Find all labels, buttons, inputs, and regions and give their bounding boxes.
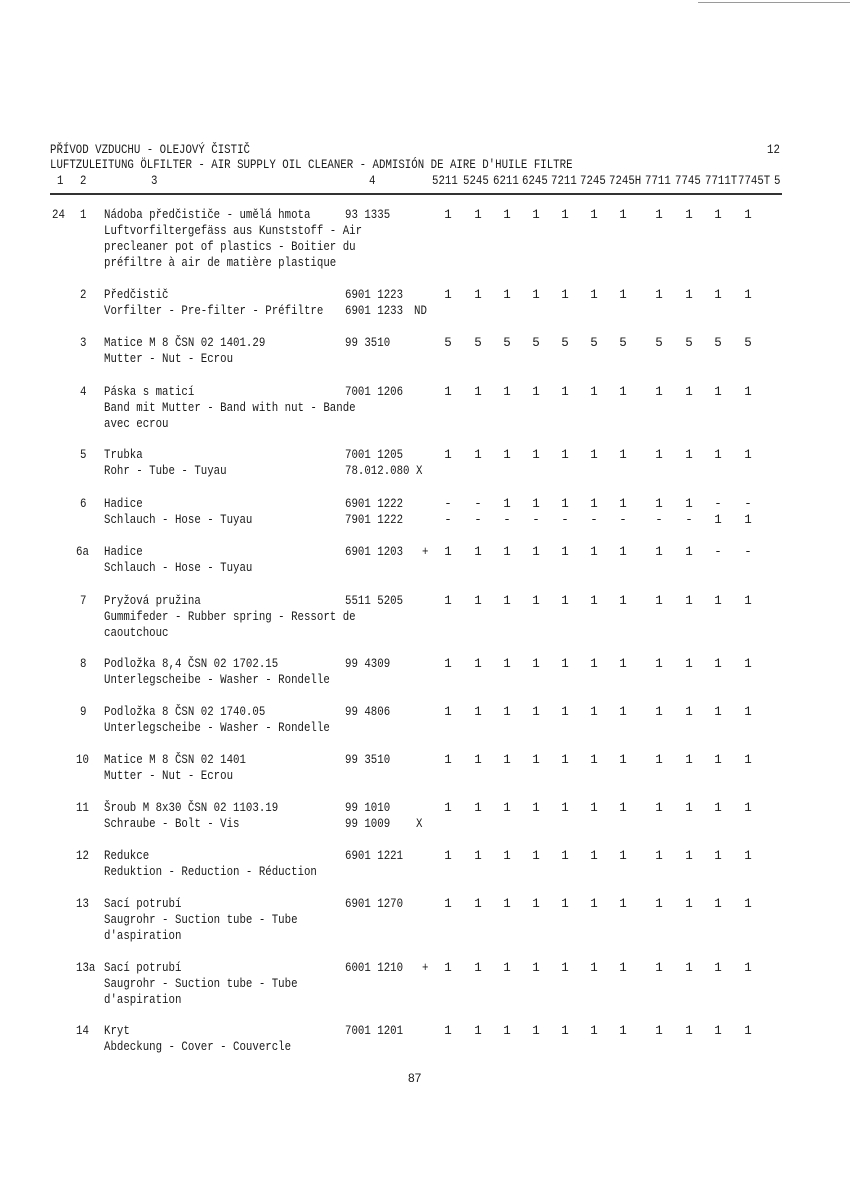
part-mark: + — [422, 545, 429, 559]
part-mark: X — [416, 464, 423, 478]
quantity-cell: 5 — [503, 336, 511, 350]
part-mark: ND — [414, 304, 427, 318]
group-number: 24 — [52, 208, 65, 222]
quantity-cell: 1 — [590, 385, 598, 399]
position-number: 10 — [76, 753, 89, 767]
part-number: 7901 1222 — [345, 513, 404, 527]
quantity-cell: 1 — [444, 801, 452, 815]
quantity-cell: - — [503, 513, 511, 527]
quantity-cell: 1 — [503, 801, 511, 815]
description-translation: Saugrohr - Suction tube - Tube — [104, 977, 298, 991]
quantity-cell: 5 — [685, 336, 693, 350]
quantity-cell: 1 — [744, 657, 752, 671]
quantity-cell: 1 — [714, 208, 722, 222]
position-number: 4 — [80, 385, 87, 399]
quantity-cell: 1 — [714, 1024, 722, 1038]
quantity-cell: 1 — [532, 801, 540, 815]
quantity-cell: 1 — [655, 208, 663, 222]
quantity-cell: 1 — [714, 513, 722, 527]
quantity-cell: 1 — [619, 961, 627, 975]
description-czech: Podložka 8 ČSN 02 1740.05 — [104, 705, 266, 719]
description-czech: Páska s maticí — [104, 385, 195, 399]
quantity-cell: 1 — [444, 753, 452, 767]
quantity-cell: 5 — [474, 336, 482, 350]
quantity-cell: - — [590, 513, 598, 527]
quantity-cell: 1 — [655, 705, 663, 719]
quantity-cell: 1 — [655, 1024, 663, 1038]
quantity-cell: 1 — [474, 208, 482, 222]
quantity-cell: 1 — [744, 705, 752, 719]
quantity-cell: 1 — [474, 1024, 482, 1038]
quantity-cell: 1 — [474, 801, 482, 815]
quantity-cell: 1 — [561, 849, 569, 863]
quantity-cell: 1 — [655, 545, 663, 559]
quantity-cell: 1 — [714, 801, 722, 815]
quantity-cell: 1 — [532, 961, 540, 975]
quantity-cell: 1 — [655, 849, 663, 863]
quantity-cell: 1 — [503, 208, 511, 222]
description-translation: Vorfilter - Pre-filter - Préfiltre — [104, 304, 324, 318]
quantity-cell: 1 — [685, 448, 693, 462]
quantity-cell: 1 — [561, 385, 569, 399]
quantity-cell: 1 — [532, 897, 540, 911]
col-header-model: 7745T — [738, 174, 771, 188]
quantity-cell: 1 — [744, 849, 752, 863]
quantity-cell: 1 — [532, 594, 540, 608]
quantity-cell: 1 — [444, 705, 452, 719]
quantity-cell: 1 — [590, 545, 598, 559]
quantity-cell: 1 — [619, 705, 627, 719]
quantity-cell: - — [444, 513, 452, 527]
col-header-2: 2 — [80, 174, 87, 188]
quantity-cell: 1 — [474, 594, 482, 608]
quantity-cell: 1 — [744, 897, 752, 911]
quantity-cell: 1 — [744, 753, 752, 767]
quantity-cell: 1 — [532, 753, 540, 767]
quantity-cell: - — [744, 497, 752, 511]
position-number: 3 — [80, 336, 87, 350]
quantity-cell: 1 — [744, 1024, 752, 1038]
quantity-cell: 1 — [532, 208, 540, 222]
quantity-cell: 1 — [655, 288, 663, 302]
part-number: 99 4806 — [345, 705, 391, 719]
quantity-cell: - — [685, 513, 693, 527]
position-number: 9 — [80, 705, 87, 719]
quantity-cell: 1 — [655, 448, 663, 462]
position-number: 5 — [80, 448, 87, 462]
quantity-cell: 1 — [532, 849, 540, 863]
quantity-cell: 1 — [619, 545, 627, 559]
quantity-cell: 1 — [444, 849, 452, 863]
quantity-cell: 1 — [561, 897, 569, 911]
quantity-cell: 1 — [503, 594, 511, 608]
quantity-cell: 1 — [444, 545, 452, 559]
quantity-cell: 1 — [503, 849, 511, 863]
quantity-cell: 1 — [685, 208, 693, 222]
description-translation: Schlauch - Hose - Tuyau — [104, 513, 253, 527]
quantity-cell: 1 — [655, 385, 663, 399]
position-number: 13a — [76, 961, 96, 975]
description-czech: Podložka 8,4 ČSN 02 1702.15 — [104, 657, 279, 671]
quantity-cell: 1 — [714, 897, 722, 911]
quantity-cell: 1 — [444, 288, 452, 302]
quantity-cell: 5 — [444, 336, 452, 350]
quantity-cell: 1 — [685, 849, 693, 863]
part-number: 6901 1203 — [345, 545, 404, 559]
scan-edge-line — [698, 2, 850, 3]
description-czech: Sací potrubí — [104, 897, 182, 911]
quantity-cell: 1 — [503, 497, 511, 511]
col-header-model: 7711 — [645, 174, 671, 188]
part-number: 7001 1201 — [345, 1024, 404, 1038]
quantity-cell: 1 — [714, 657, 722, 671]
part-mark: + — [422, 961, 429, 975]
quantity-cell: 5 — [561, 336, 569, 350]
description-czech: Trubka — [104, 448, 143, 462]
quantity-cell: 1 — [590, 594, 598, 608]
position-number: 13 — [76, 897, 89, 911]
quantity-cell: 1 — [744, 448, 752, 462]
description-translation: Luftvorfiltergefäss aus Kunststoff - Air — [104, 224, 363, 238]
quantity-cell: 1 — [503, 545, 511, 559]
quantity-cell: 1 — [619, 288, 627, 302]
quantity-cell: 1 — [685, 594, 693, 608]
quantity-cell: 1 — [655, 657, 663, 671]
quantity-cell: 1 — [744, 208, 752, 222]
description-translation: préfiltre à air de matière plastique — [104, 256, 337, 270]
position-number: 12 — [76, 849, 89, 863]
description-translation: Schraube - Bolt - Vis — [104, 817, 240, 831]
quantity-cell: 1 — [532, 497, 540, 511]
description-czech: Redukce — [104, 849, 150, 863]
quantity-cell: 1 — [444, 208, 452, 222]
quantity-cell: 1 — [561, 497, 569, 511]
part-number: 6901 1221 — [345, 849, 404, 863]
description-translation: Mutter - Nut - Ecrou — [104, 769, 234, 783]
quantity-cell: 1 — [685, 288, 693, 302]
description-translation: Schlauch - Hose - Tuyau — [104, 561, 253, 575]
quantity-cell: 1 — [655, 961, 663, 975]
quantity-cell: 1 — [590, 288, 598, 302]
quantity-cell: 1 — [561, 208, 569, 222]
quantity-cell: 1 — [561, 594, 569, 608]
quantity-cell: 1 — [444, 385, 452, 399]
position-number: 6a — [76, 545, 89, 559]
position-number: 1 — [80, 208, 87, 222]
description-czech: Sací potrubí — [104, 961, 182, 975]
description-czech: Kryt — [104, 1024, 130, 1038]
description-translation: Saugrohr - Suction tube - Tube — [104, 913, 298, 927]
quantity-cell: 1 — [503, 753, 511, 767]
quantity-cell: 1 — [532, 705, 540, 719]
quantity-cell: 1 — [532, 545, 540, 559]
quantity-cell: - — [714, 497, 722, 511]
part-number: 99 1010 — [345, 801, 391, 815]
col-header-model: 5211 — [432, 174, 458, 188]
quantity-cell: 1 — [444, 961, 452, 975]
quantity-cell: 1 — [744, 385, 752, 399]
col-header-model: 7745 — [675, 174, 701, 188]
part-number: 6901 1222 — [345, 497, 404, 511]
quantity-cell: 1 — [685, 545, 693, 559]
part-number: 7001 1205 — [345, 448, 404, 462]
quantity-cell: 5 — [532, 336, 540, 350]
description-czech: Hadice — [104, 497, 143, 511]
part-number: 99 3510 — [345, 753, 391, 767]
quantity-cell: 1 — [561, 961, 569, 975]
part-number: 99 4309 — [345, 657, 391, 671]
col-header-model: 6211 — [493, 174, 519, 188]
col-header-5: 5 — [774, 174, 781, 188]
quantity-cell: 5 — [714, 336, 722, 350]
quantity-cell: 1 — [685, 497, 693, 511]
part-number: 7001 1206 — [345, 385, 404, 399]
description-translation: Rohr - Tube - Tuyau — [104, 464, 227, 478]
quantity-cell: 1 — [744, 513, 752, 527]
quantity-cell: 1 — [474, 753, 482, 767]
quantity-cell: 1 — [590, 657, 598, 671]
quantity-cell: - — [619, 513, 627, 527]
quantity-cell: 1 — [561, 448, 569, 462]
quantity-cell: 1 — [444, 594, 452, 608]
quantity-cell: 1 — [744, 594, 752, 608]
description-translation: Gummifeder - Rubber spring - Ressort de — [104, 610, 356, 624]
quantity-cell: 1 — [685, 753, 693, 767]
quantity-cell: 1 — [474, 657, 482, 671]
description-czech: Matice M 8 ČSN 02 1401 — [104, 753, 246, 767]
quantity-cell: 1 — [685, 961, 693, 975]
quantity-cell: - — [444, 497, 452, 511]
quantity-cell: 1 — [503, 448, 511, 462]
quantity-cell: 1 — [590, 705, 598, 719]
quantity-cell: 1 — [714, 385, 722, 399]
part-number: 99 1009 — [345, 817, 391, 831]
quantity-cell: 1 — [532, 1024, 540, 1038]
description-translation: Reduktion - Reduction - Réduction — [104, 865, 317, 879]
quantity-cell: 5 — [655, 336, 663, 350]
position-number: 11 — [76, 801, 89, 815]
quantity-cell: 1 — [714, 288, 722, 302]
col-header-model: 7211 — [551, 174, 577, 188]
quantity-cell: 1 — [474, 545, 482, 559]
part-number: 6901 1233 — [345, 304, 404, 318]
quantity-cell: - — [714, 545, 722, 559]
quantity-cell: 1 — [714, 705, 722, 719]
quantity-cell: 1 — [590, 961, 598, 975]
quantity-cell: 1 — [619, 801, 627, 815]
quantity-cell: 1 — [474, 385, 482, 399]
quantity-cell: 1 — [685, 657, 693, 671]
title-czech: PŘÍVOD VZDUCHU - OLEJOVÝ ČISTIČ — [50, 143, 250, 157]
quantity-cell: 1 — [503, 385, 511, 399]
description-translation: avec ecrou — [104, 417, 169, 431]
quantity-cell: 1 — [590, 849, 598, 863]
quantity-cell: 1 — [474, 705, 482, 719]
quantity-cell: 1 — [685, 705, 693, 719]
part-number: 99 3510 — [345, 336, 391, 350]
description-czech: Hadice — [104, 545, 143, 559]
col-header-model: 6245 — [522, 174, 548, 188]
quantity-cell: 1 — [619, 1024, 627, 1038]
description-czech: Předčistič — [104, 288, 169, 302]
quantity-cell: - — [532, 513, 540, 527]
quantity-cell: 1 — [619, 594, 627, 608]
quantity-cell: 1 — [444, 448, 452, 462]
quantity-cell: 1 — [590, 208, 598, 222]
quantity-cell: 1 — [474, 961, 482, 975]
col-header-1: 1 — [57, 174, 64, 188]
position-number: 7 — [80, 594, 87, 608]
quantity-cell: 1 — [619, 657, 627, 671]
col-header-model: 5245 — [463, 174, 489, 188]
quantity-cell: 1 — [590, 1024, 598, 1038]
quantity-cell: 1 — [474, 849, 482, 863]
header-divider — [50, 193, 782, 195]
quantity-cell: 1 — [561, 1024, 569, 1038]
quantity-cell: - — [474, 513, 482, 527]
part-number: 6001 1210 — [345, 961, 404, 975]
col-header-model: 7245 — [580, 174, 606, 188]
quantity-cell: 1 — [590, 753, 598, 767]
quantity-cell: 1 — [619, 897, 627, 911]
quantity-cell: - — [561, 513, 569, 527]
quantity-cell: - — [744, 545, 752, 559]
quantity-cell: 1 — [561, 705, 569, 719]
quantity-cell: 1 — [714, 594, 722, 608]
part-number: 78.012.080 — [345, 464, 410, 478]
quantity-cell: 1 — [714, 849, 722, 863]
quantity-cell: 1 — [714, 961, 722, 975]
position-number: 14 — [76, 1024, 89, 1038]
quantity-cell: 5 — [590, 336, 598, 350]
description-translation: precleaner pot of plastics - Boitier du — [104, 240, 356, 254]
quantity-cell: 1 — [532, 288, 540, 302]
quantity-cell: 1 — [655, 753, 663, 767]
quantity-cell: 1 — [474, 448, 482, 462]
quantity-cell: 1 — [685, 1024, 693, 1038]
part-number: 6901 1270 — [345, 897, 404, 911]
description-translation: caoutchouc — [104, 626, 169, 640]
quantity-cell: 1 — [474, 897, 482, 911]
position-number: 2 — [80, 288, 87, 302]
description-czech: Nádoba předčističe - umělá hmota — [104, 208, 311, 222]
quantity-cell: 1 — [655, 801, 663, 815]
quantity-cell: 1 — [532, 657, 540, 671]
part-number: 5511 5205 — [345, 594, 404, 608]
quantity-cell: 5 — [619, 336, 627, 350]
quantity-cell: 1 — [590, 801, 598, 815]
quantity-cell: 1 — [619, 753, 627, 767]
quantity-cell: 1 — [503, 288, 511, 302]
quantity-cell: 1 — [714, 448, 722, 462]
quantity-cell: 1 — [619, 849, 627, 863]
part-number: 6901 1223 — [345, 288, 404, 302]
quantity-cell: 1 — [561, 288, 569, 302]
description-czech: Matice M 8 ČSN 02 1401.29 — [104, 336, 266, 350]
description-translation: Band mit Mutter - Band with nut - Bande — [104, 401, 356, 415]
quantity-cell: 1 — [590, 497, 598, 511]
quantity-cell: 1 — [444, 657, 452, 671]
description-translation: Mutter - Nut - Ecrou — [104, 352, 234, 366]
col-header-4: 4 — [369, 174, 376, 188]
quantity-cell: 1 — [619, 208, 627, 222]
page-number: 87 — [408, 1071, 422, 1085]
quantity-cell: 1 — [503, 961, 511, 975]
position-number: 6 — [80, 497, 87, 511]
col-header-3: 3 — [151, 174, 158, 188]
quantity-cell: - — [474, 497, 482, 511]
quantity-cell: 1 — [561, 801, 569, 815]
part-mark: X — [416, 817, 423, 831]
quantity-cell: 1 — [685, 897, 693, 911]
description-czech: Šroub M 8x30 ČSN 02 1103.19 — [104, 801, 279, 815]
quantity-cell: 1 — [619, 448, 627, 462]
quantity-cell: 1 — [561, 753, 569, 767]
description-translation: d'aspiration — [104, 929, 182, 943]
quantity-cell: 1 — [590, 448, 598, 462]
part-number: 93 1335 — [345, 208, 391, 222]
quantity-cell: 1 — [474, 288, 482, 302]
quantity-cell: 1 — [444, 1024, 452, 1038]
description-translation: Unterlegscheibe - Washer - Rondelle — [104, 721, 330, 735]
quantity-cell: 1 — [655, 897, 663, 911]
quantity-cell: 1 — [561, 545, 569, 559]
quantity-cell: 1 — [532, 448, 540, 462]
quantity-cell: 1 — [561, 657, 569, 671]
description-czech: Pryžová pružina — [104, 594, 201, 608]
quantity-cell: 1 — [744, 961, 752, 975]
quantity-cell: 1 — [655, 497, 663, 511]
description-translation: Abdeckung - Cover - Couvercle — [104, 1040, 292, 1054]
quantity-cell: 1 — [503, 657, 511, 671]
position-number: 8 — [80, 657, 87, 671]
quantity-cell: 1 — [619, 497, 627, 511]
quantity-cell: 1 — [744, 801, 752, 815]
quantity-cell: 1 — [503, 705, 511, 719]
quantity-cell: 1 — [503, 1024, 511, 1038]
col-header-model: 7711T — [705, 174, 738, 188]
quantity-cell: 1 — [685, 801, 693, 815]
quantity-cell: 1 — [714, 753, 722, 767]
title-multilingual: LUFTZULEITUNG ÖLFILTER - AIR SUPPLY OIL CLEANER - ADMISIÓN DE AIRE D'HUILE FILTRE — [50, 158, 573, 172]
quantity-cell: 1 — [590, 897, 598, 911]
quantity-cell: 1 — [619, 385, 627, 399]
description-translation: d'aspiration — [104, 993, 182, 1007]
quantity-cell: 5 — [744, 336, 752, 350]
col-header-model: 7245H — [609, 174, 642, 188]
section-number: 12 — [767, 143, 780, 157]
description-translation: Unterlegscheibe - Washer - Rondelle — [104, 673, 330, 687]
quantity-cell: 1 — [685, 385, 693, 399]
quantity-cell: - — [655, 513, 663, 527]
quantity-cell: 1 — [532, 385, 540, 399]
quantity-cell: 1 — [503, 897, 511, 911]
quantity-cell: 1 — [444, 897, 452, 911]
quantity-cell: 1 — [744, 288, 752, 302]
quantity-cell: 1 — [655, 594, 663, 608]
